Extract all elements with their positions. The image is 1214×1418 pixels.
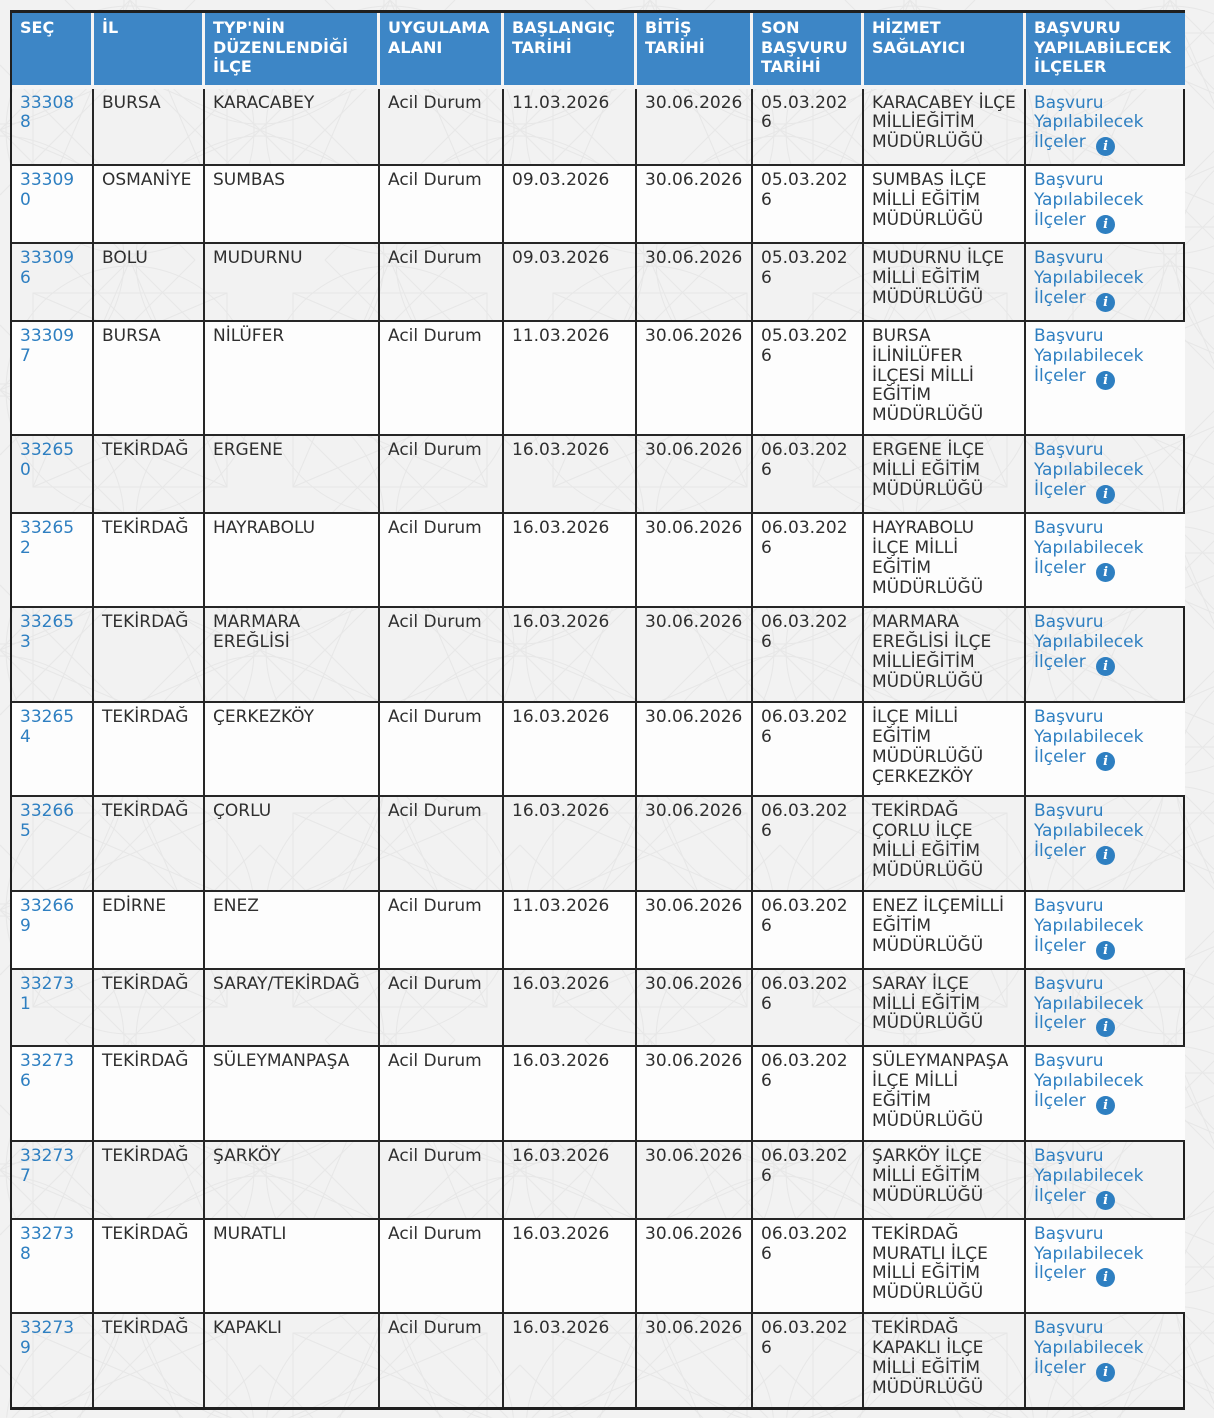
column-header-hizmet-saglayici: HİZMET SAĞLAYICI <box>864 13 1026 89</box>
column-header-sec: SEÇ <box>12 13 94 89</box>
table-row <box>12 166 1185 244</box>
table-row <box>12 608 1185 703</box>
cell-uygulama-alani: Acil Durum <box>380 514 504 609</box>
info-icon[interactable]: i <box>1096 485 1115 504</box>
cell-basvuru-ilceler <box>1026 797 1185 892</box>
applicable-districts-link[interactable] <box>1034 974 1143 1034</box>
cell-hizmet-saglayici: KARACABEY İLÇE MİLLİEĞİTİM MÜDÜRLÜĞÜ <box>864 89 1026 167</box>
cell-baslangic-tarihi: 16.03.2026 <box>504 703 637 798</box>
cell-basvuru-ilceler <box>1026 608 1185 703</box>
cell-baslangic-tarihi: 16.03.2026 <box>504 797 637 892</box>
cell-uygulama-alani: Acil Durum <box>380 1047 504 1142</box>
applicable-districts-link[interactable] <box>1034 326 1143 386</box>
cell-bitis-tarihi: 30.06.2026 <box>637 703 753 798</box>
info-icon[interactable]: i <box>1096 293 1115 312</box>
cell-bitis-tarihi: 30.06.2026 <box>637 89 753 167</box>
cell-basvuru-ilceler <box>1026 892 1185 970</box>
applicable-districts-link-label[interactable]: Başvuru Yapılabilecek İlçeler <box>1034 517 1144 578</box>
cell-sec <box>12 89 94 167</box>
cell-son-basvuru-tarihi: 06.03.2026 <box>753 970 864 1048</box>
applicable-districts-link-label[interactable]: Başvuru Yapılabilecek İlçeler <box>1034 248 1144 308</box>
cell-il: OSMANİYE <box>94 166 205 244</box>
cell-il: BURSA <box>94 322 205 436</box>
cell-il: TEKİRDAĞ <box>94 436 205 514</box>
job-id-link[interactable]: 333096 <box>20 248 75 288</box>
applicable-districts-link-label[interactable]: Başvuru Yapılabilecek İlçeler <box>1034 92 1144 153</box>
cell-uygulama-alani: Acil Durum <box>380 89 504 167</box>
table-row <box>12 703 1185 798</box>
applicable-districts-link-label[interactable]: Başvuru Yapılabilecek İlçeler <box>1034 801 1144 862</box>
cell-basvuru-ilceler <box>1026 970 1185 1048</box>
cell-ilce: NİLÜFER <box>205 322 380 436</box>
cell-baslangic-tarihi: 16.03.2026 <box>504 970 637 1048</box>
cell-sec <box>12 244 94 322</box>
cell-son-basvuru-tarihi: 05.03.2026 <box>753 322 864 436</box>
cell-hizmet-saglayici: HAYRABOLU İLÇE MİLLİ EĞİTİM MÜDÜRLÜĞÜ <box>864 514 1026 609</box>
cell-bitis-tarihi: 30.06.2026 <box>637 797 753 892</box>
column-header-son-basvuru-tarihi: SON BAŞVURU TARİHİ <box>753 13 864 89</box>
cell-il: TEKİRDAĞ <box>94 1142 205 1220</box>
cell-son-basvuru-tarihi: 06.03.2026 <box>753 892 864 970</box>
cell-sec <box>12 514 94 609</box>
info-icon[interactable]: i <box>1096 846 1115 865</box>
cell-bitis-tarihi: 30.06.2026 <box>637 892 753 970</box>
cell-ilce: HAYRABOLU <box>205 514 380 609</box>
info-icon[interactable]: i <box>1096 1018 1115 1037</box>
job-id-link[interactable]: 332736 <box>20 1051 75 1092</box>
cell-son-basvuru-tarihi: 05.03.2026 <box>753 166 864 244</box>
column-header-baslangic-tarihi: BAŞLANGIÇ TARİHİ <box>504 13 637 89</box>
info-icon[interactable]: i <box>1096 563 1115 582</box>
info-icon[interactable]: i <box>1096 1363 1115 1382</box>
info-icon[interactable]: i <box>1096 1268 1115 1287</box>
cell-sec <box>12 1047 94 1142</box>
applicable-districts-link[interactable] <box>1034 707 1143 767</box>
cell-ilce: SÜLEYMANPAŞA <box>205 1047 380 1142</box>
cell-il: TEKİRDAĞ <box>94 797 205 892</box>
job-id-link[interactable]: 333097 <box>20 325 75 366</box>
applicable-districts-link-label[interactable]: Başvuru Yapılabilecek İlçeler <box>1034 325 1144 386</box>
cell-ilce: MARMARA EREĞLİSİ <box>205 608 380 703</box>
job-id-link[interactable]: 332652 <box>20 517 75 558</box>
applicable-districts-link-label[interactable]: Başvuru Yapılabilecek İlçeler <box>1034 1051 1144 1112</box>
info-icon[interactable]: i <box>1096 1191 1115 1210</box>
column-header-basvuru-ilceler: BAŞVURU YAPILABİLECEK İLÇELER <box>1026 13 1185 89</box>
applicable-districts-link-label[interactable]: Başvuru Yapılabilecek İlçeler <box>1034 1318 1144 1378</box>
applicable-districts-link[interactable] <box>1034 93 1143 153</box>
cell-sec <box>12 608 94 703</box>
info-icon[interactable]: i <box>1096 752 1115 771</box>
info-icon[interactable]: i <box>1096 657 1115 676</box>
cell-uygulama-alani: Acil Durum <box>380 322 504 436</box>
cell-son-basvuru-tarihi: 06.03.2026 <box>753 1314 864 1407</box>
applicable-districts-link-label[interactable]: Başvuru Yapılabilecek İlçeler <box>1034 706 1144 767</box>
cell-son-basvuru-tarihi: 06.03.2026 <box>753 1220 864 1315</box>
cell-hizmet-saglayici: MARMARA EREĞLİSİ İLÇE MİLLİEĞİTİM MÜDÜRLÜĞÜ <box>864 608 1026 703</box>
info-icon[interactable]: i <box>1096 215 1115 234</box>
cell-uygulama-alani: Acil Durum <box>380 608 504 703</box>
cell-baslangic-tarihi: 16.03.2026 <box>504 1047 637 1142</box>
cell-son-basvuru-tarihi: 06.03.2026 <box>753 608 864 703</box>
cell-hizmet-saglayici: TEKİRDAĞ KAPAKLI İLÇE MİLLİ EĞİTİM MÜDÜRLÜĞÜ <box>864 1314 1026 1407</box>
cell-bitis-tarihi: 30.06.2026 <box>637 608 753 703</box>
cell-ilce: KARACABEY <box>205 89 380 167</box>
table-row <box>12 1047 1185 1142</box>
cell-baslangic-tarihi: 16.03.2026 <box>504 1220 637 1315</box>
table-row <box>12 322 1185 436</box>
cell-hizmet-saglayici: İLÇE MİLLİ EĞİTİM MÜDÜRLÜĞÜ ÇERKEZKÖY <box>864 703 1026 798</box>
cell-uygulama-alani: Acil Durum <box>380 244 504 322</box>
cell-baslangic-tarihi: 16.03.2026 <box>504 1142 637 1220</box>
cell-basvuru-ilceler <box>1026 1314 1185 1407</box>
table-row <box>12 970 1185 1048</box>
cell-son-basvuru-tarihi: 06.03.2026 <box>753 703 864 798</box>
cell-il: TEKİRDAĞ <box>94 703 205 798</box>
header-row <box>12 13 1185 89</box>
job-id-link[interactable]: 332738 <box>20 1223 75 1264</box>
cell-il: EDİRNE <box>94 892 205 970</box>
cell-uygulama-alani: Acil Durum <box>380 892 504 970</box>
cell-sec <box>12 970 94 1048</box>
cell-basvuru-ilceler <box>1026 89 1185 167</box>
cell-bitis-tarihi: 30.06.2026 <box>637 1314 753 1407</box>
applicable-districts-link-label[interactable]: Başvuru Yapılabilecek İlçeler <box>1034 973 1144 1034</box>
info-icon[interactable]: i <box>1096 941 1115 960</box>
cell-baslangic-tarihi: 16.03.2026 <box>504 436 637 514</box>
cell-sec <box>12 322 94 436</box>
table-row <box>12 89 1185 167</box>
cell-uygulama-alani: Acil Durum <box>380 1220 504 1315</box>
cell-il: BURSA <box>94 89 205 167</box>
applicable-districts-link-label[interactable]: Başvuru Yapılabilecek İlçeler <box>1034 440 1144 500</box>
cell-ilce: ERGENE <box>205 436 380 514</box>
applicable-districts-link[interactable] <box>1034 1146 1143 1206</box>
cell-baslangic-tarihi: 16.03.2026 <box>504 1314 637 1407</box>
column-header-uygulama-alani: UYGULAMA ALANI <box>380 13 504 89</box>
cell-ilce: SUMBAS <box>205 166 380 244</box>
cell-baslangic-tarihi: 09.03.2026 <box>504 244 637 322</box>
cell-il: BOLU <box>94 244 205 322</box>
cell-hizmet-saglayici: SÜLEYMANPAŞA İLÇE MİLLİ EĞİTİM MÜDÜRLÜĞÜ <box>864 1047 1026 1142</box>
cell-sec <box>12 1314 94 1407</box>
applicable-districts-link-label[interactable]: Başvuru Yapılabilecek İlçeler <box>1034 170 1144 231</box>
cell-uygulama-alani: Acil Durum <box>380 797 504 892</box>
cell-bitis-tarihi: 30.06.2026 <box>637 970 753 1048</box>
job-id-link[interactable]: 332665 <box>20 801 75 842</box>
table-row <box>12 514 1185 609</box>
cell-ilce: ÇERKEZKÖY <box>205 703 380 798</box>
cell-bitis-tarihi: 30.06.2026 <box>637 436 753 514</box>
cell-baslangic-tarihi: 16.03.2026 <box>504 608 637 703</box>
table-row <box>12 797 1185 892</box>
cell-sec <box>12 797 94 892</box>
cell-hizmet-saglayici: SUMBAS İLÇE MİLLİ EĞİTİM MÜDÜRLÜĞÜ <box>864 166 1026 244</box>
cell-uygulama-alani: Acil Durum <box>380 970 504 1048</box>
cell-ilce: MURATLI <box>205 1220 380 1315</box>
cell-baslangic-tarihi: 11.03.2026 <box>504 322 637 436</box>
cell-bitis-tarihi: 30.06.2026 <box>637 1142 753 1220</box>
applicable-districts-link-label[interactable]: Başvuru Yapılabilecek İlçeler <box>1034 895 1144 956</box>
table-row <box>12 1220 1185 1315</box>
cell-hizmet-saglayici: MUDURNU İLÇE MİLLİ EĞİTİM MÜDÜRLÜĞÜ <box>864 244 1026 322</box>
table-row <box>12 892 1185 970</box>
cell-ilce: SARAY/TEKİRDAĞ <box>205 970 380 1048</box>
cell-hizmet-saglayici: TEKİRDAĞ MURATLI İLÇE MİLLİ EĞİTİM MÜDÜRLÜĞÜ <box>864 1220 1026 1315</box>
table-row <box>12 1142 1185 1220</box>
cell-il: TEKİRDAĞ <box>94 970 205 1048</box>
cell-uygulama-alani: Acil Durum <box>380 1314 504 1407</box>
cell-il: TEKİRDAĞ <box>94 514 205 609</box>
cell-basvuru-ilceler <box>1026 244 1185 322</box>
cell-son-basvuru-tarihi: 06.03.2026 <box>753 1142 864 1220</box>
cell-hizmet-saglayici: ŞARKÖY İLÇE MİLLİ EĞİTİM MÜDÜRLÜĞÜ <box>864 1142 1026 1220</box>
cell-il: TEKİRDAĞ <box>94 1314 205 1407</box>
cell-son-basvuru-tarihi: 06.03.2026 <box>753 436 864 514</box>
job-id-link[interactable]: 332731 <box>20 973 75 1014</box>
cell-sec <box>12 166 94 244</box>
cell-ilce: KAPAKLI <box>205 1314 380 1407</box>
cell-basvuru-ilceler <box>1026 1047 1185 1142</box>
job-id-link[interactable]: 332650 <box>20 440 75 481</box>
applicable-districts-link[interactable] <box>1034 1318 1143 1378</box>
applicable-districts-link[interactable] <box>1034 170 1144 233</box>
info-icon[interactable]: i <box>1096 371 1115 390</box>
cell-basvuru-ilceler <box>1026 514 1185 609</box>
job-id-link[interactable]: 332737 <box>20 1145 75 1186</box>
applicable-districts-link[interactable] <box>1034 1224 1143 1284</box>
cell-basvuru-ilceler <box>1026 1142 1185 1220</box>
cell-sec <box>12 1142 94 1220</box>
cell-hizmet-saglayici: BURSA İLİNİLÜFER İLÇESİ MİLLİ EĞİTİM MÜDÜRLÜĞÜ <box>864 322 1026 436</box>
cell-son-basvuru-tarihi: 06.03.2026 <box>753 1047 864 1142</box>
typ-listings-table-frame <box>10 10 1185 1410</box>
cell-son-basvuru-tarihi: 05.03.2026 <box>753 244 864 322</box>
applicable-districts-link[interactable] <box>1034 1051 1144 1114</box>
job-id-link[interactable]: 332654 <box>20 706 75 747</box>
cell-bitis-tarihi: 30.06.2026 <box>637 322 753 436</box>
job-id-link[interactable]: 332739 <box>20 1318 75 1359</box>
column-header-bitis-tarihi: BİTİŞ TARİHİ <box>637 13 753 89</box>
cell-uygulama-alani: Acil Durum <box>380 1142 504 1220</box>
cell-basvuru-ilceler <box>1026 1220 1185 1315</box>
applicable-districts-link[interactable] <box>1034 801 1144 864</box>
cell-il: TEKİRDAĞ <box>94 1220 205 1315</box>
applicable-districts-link[interactable] <box>1034 440 1143 500</box>
job-id-link[interactable]: 333088 <box>20 92 75 133</box>
cell-bitis-tarihi: 30.06.2026 <box>637 244 753 322</box>
typ-listings-table <box>12 13 1185 1407</box>
applicable-districts-link[interactable] <box>1034 612 1144 675</box>
cell-basvuru-ilceler <box>1026 166 1185 244</box>
table-row <box>12 1314 1185 1407</box>
table-row <box>12 436 1185 514</box>
applicable-districts-link[interactable] <box>1034 518 1143 578</box>
cell-ilce: ENEZ <box>205 892 380 970</box>
table-row <box>12 244 1185 322</box>
cell-son-basvuru-tarihi: 06.03.2026 <box>753 797 864 892</box>
cell-sec <box>12 436 94 514</box>
cell-il: TEKİRDAĞ <box>94 608 205 703</box>
cell-sec <box>12 1220 94 1315</box>
cell-il: TEKİRDAĞ <box>94 1047 205 1142</box>
applicable-districts-link-label[interactable]: Başvuru Yapılabilecek İlçeler <box>1034 612 1144 673</box>
cell-ilce: MUDURNU <box>205 244 380 322</box>
cell-baslangic-tarihi: 09.03.2026 <box>504 166 637 244</box>
cell-uygulama-alani: Acil Durum <box>380 436 504 514</box>
job-id-link[interactable]: 332653 <box>20 612 75 653</box>
cell-baslangic-tarihi: 16.03.2026 <box>504 514 637 609</box>
cell-basvuru-ilceler <box>1026 322 1185 436</box>
cell-hizmet-saglayici: ENEZ İLÇEMİLLİ EĞİTİM MÜDÜRLÜĞÜ <box>864 892 1026 970</box>
cell-son-basvuru-tarihi: 05.03.2026 <box>753 89 864 167</box>
cell-bitis-tarihi: 30.06.2026 <box>637 514 753 609</box>
info-icon[interactable]: i <box>1096 1096 1115 1115</box>
column-header-ilce: TYP'NİN DÜZENLENDİĞİ İLÇE <box>205 13 380 89</box>
cell-sec <box>12 703 94 798</box>
job-id-link[interactable]: 333090 <box>20 170 75 211</box>
cell-basvuru-ilceler <box>1026 703 1185 798</box>
cell-sec <box>12 892 94 970</box>
cell-hizmet-saglayici: SARAY İLÇE MİLLİ EĞİTİM MÜDÜRLÜĞÜ <box>864 970 1026 1048</box>
column-header-il: İL <box>94 13 205 89</box>
cell-uygulama-alani: Acil Durum <box>380 166 504 244</box>
cell-hizmet-saglayici: TEKİRDAĞ ÇORLU İLÇE MİLLİ EĞİTİM MÜDÜRLÜĞÜ <box>864 797 1026 892</box>
cell-bitis-tarihi: 30.06.2026 <box>637 1047 753 1142</box>
applicable-districts-link[interactable] <box>1034 248 1143 308</box>
cell-hizmet-saglayici: ERGENE İLÇE MİLLİ EĞİTİM MÜDÜRLÜĞÜ <box>864 436 1026 514</box>
cell-baslangic-tarihi: 11.03.2026 <box>504 89 637 167</box>
info-icon[interactable]: i <box>1096 137 1115 156</box>
job-id-link[interactable]: 332669 <box>20 895 75 936</box>
cell-basvuru-ilceler <box>1026 436 1185 514</box>
cell-baslangic-tarihi: 11.03.2026 <box>504 892 637 970</box>
cell-bitis-tarihi: 30.06.2026 <box>637 1220 753 1315</box>
cell-son-basvuru-tarihi: 06.03.2026 <box>753 514 864 609</box>
applicable-districts-link-label[interactable]: Başvuru Yapılabilecek İlçeler <box>1034 1145 1144 1206</box>
cell-ilce: ŞARKÖY <box>205 1142 380 1220</box>
cell-ilce: ÇORLU <box>205 797 380 892</box>
cell-bitis-tarihi: 30.06.2026 <box>637 166 753 244</box>
applicable-districts-link-label[interactable]: Başvuru Yapılabilecek İlçeler <box>1034 1223 1144 1284</box>
applicable-districts-link[interactable] <box>1034 896 1143 956</box>
cell-uygulama-alani: Acil Durum <box>380 703 504 798</box>
